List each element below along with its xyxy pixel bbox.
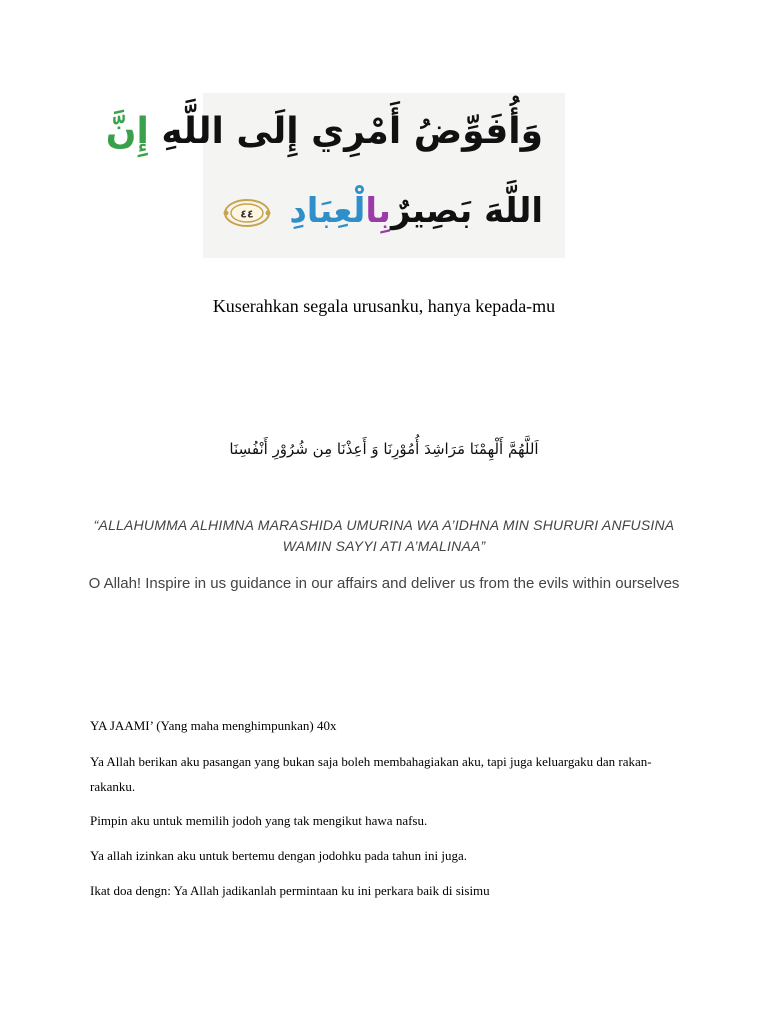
- doa-transliteration: “ALLAHUMMA ALHIMNA MARASHIDA UMURINA WA A’IDHNA MIN SHURURI ANFUSINA WAMIN SAYYI ATI A’MALINAA”: [93, 517, 675, 554]
- verse-line-1-main: وَأُفَوِّضُ أَمْرِي إِلَى اللَّهِ: [161, 111, 543, 152]
- paragraph-guide-choice: Pimpin aku untuk memilih jodoh yang tak mengikut hawa nafsu.: [90, 813, 428, 828]
- page-title: Kuserahkan segala urusanku, hanya kepada-mu: [212, 296, 556, 316]
- verse-line-1-highlight: إِنَّ: [105, 111, 149, 152]
- verse-line-2-purple: بِا: [365, 191, 391, 231]
- ayah-end-marker-icon: [223, 197, 271, 229]
- doa-arabic-text: اَللَّهُمَّ أَلْهِمْنَا مَرَاشِدَ أُمُوْرِنَا وَ أَعِذْنَا مِن شُرُوْرِ أَنْفُسِنَا: [229, 440, 539, 458]
- verse-line-2: [223, 191, 543, 231]
- ayah-number: ٤٤: [240, 207, 255, 220]
- doa-translation: O Allah! Inspire in us guidance in our affairs and deliver us from the evils within ourselves: [88, 575, 680, 592]
- paragraph-closing-doa: Ikat doa dengn: Ya Allah jadikanlah permintaan ku ini perkara baik di sisimu: [90, 883, 490, 898]
- paragraph-request-partner: Ya Allah berikan aku pasangan yang bukan saja boleh membahagiakan aku, tapi juga keluargaku dan rakan-rakanku.: [90, 754, 652, 794]
- verse-line-1: [106, 111, 543, 152]
- verse-line-2-main: اللَّهَ بَصِيرٌ: [390, 191, 543, 231]
- paragraph-ya-jaami: YA JAAMI’ (Yang maha menghimpunkan) 40x: [90, 718, 337, 733]
- quran-verse-image: [105, 93, 565, 258]
- verse-line-2-blue: لْعِبَادِ: [289, 191, 366, 231]
- paragraph-meet-this-year: Ya allah izinkan aku untuk bertemu dengan jodohku pada tahun ini juga.: [90, 848, 468, 863]
